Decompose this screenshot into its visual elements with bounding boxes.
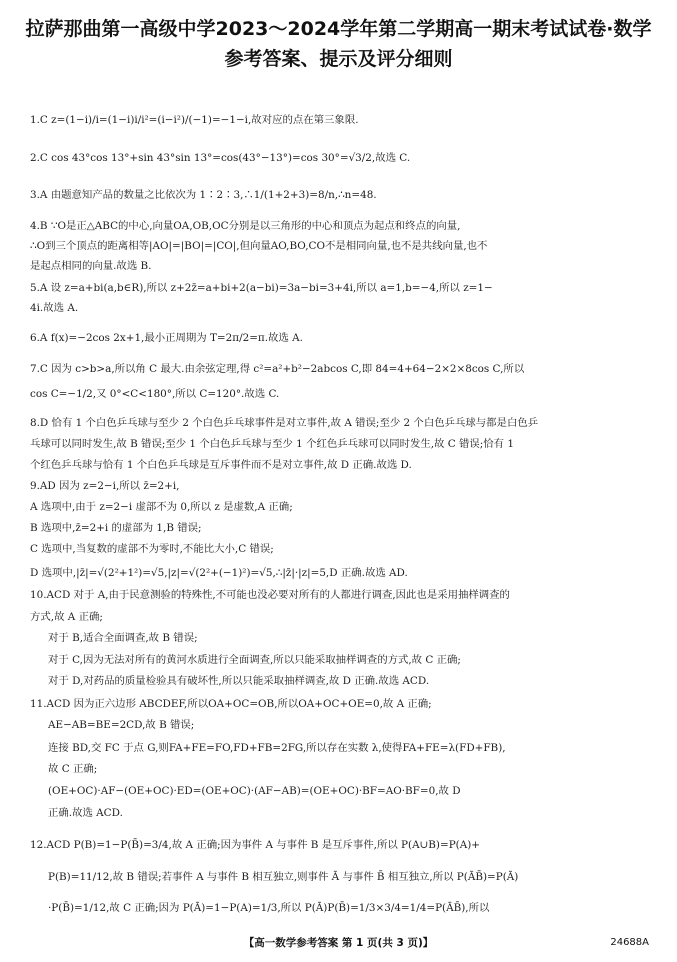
answer-line: 12.ACD P(B)=1−P(B̄)=3/4,故 A 正确;因为事件 A 与事件 B 是互斥事件,所以 P(A∪B)=P(A)+ [30,839,481,851]
answer-line: C 选项中,当复数的虚部不为零时,不能比大小,C 错误; [30,543,274,555]
answer-line: 个红色乒乓球与恰有 1 个白色乒乓球是互斥事件而不是对立事件,故 D 正确.故选 D. [30,459,412,471]
footer-page-info: 【高一数学参考答案 第 1 页(共 3 页)】 [243,937,434,949]
answer-line: 连接 BD,交 FC 于点 G,则FA+FE=FO,FD+FB=2FG,所以存在实数 λ,使得FA+FE=λ(FD+FB), [48,742,506,754]
answer-line: B 选项中,z̄=2+i 的虚部为 1,B 错误; [30,522,202,534]
document-title: 拉萨那曲第一高级中学2023～2024学年第二学期高一期末考试试卷·数学 [25,18,652,40]
answer-line: 1.C z=(1−i)/i=(1−i)i/i²=(i−i²)/(−1)=−1−i,故对应的点在第三象限. [30,114,359,126]
answer-line: 方式,故 A 正确; [30,611,103,623]
answer-line: A 选项中,由于 z=2−i 虚部不为 0,所以 z 是虚数,A 正确; [30,501,293,513]
answer-line: 3.A 由题意知产品的数量之比依次为 1∶2∶3,∴1/(1+2+3)=8/n,∴n=48. [30,189,377,201]
answer-line: D 选项中,|z̄|=√(2²+1²)=√5,|z|=√(2²+(−1)²)=√5,∴|z̄|·|z|=5,D 正确.故选 AD. [30,567,408,579]
answer-line: ·P(B̄)=1/12,故 C 正确;因为 P(Ā)=1−P(A)=1/3,所以 P(Ā)P(B̄)=1/3×3/4=1/4=P(ĀB̄),所以 [48,902,490,914]
answer-line: 9.AD 因为 z=2−i,所以 z̄=2+i, [30,480,180,492]
answer-line: 4.B ∵O是正△ABC的中心,向量OA,OB,OC分别是以三角形的中心和顶点为起点和终点的向量, [30,220,461,232]
answer-line: 故 C 正确; [48,763,98,775]
answer-line: 对于 C,因为无法对所有的黄河水质进行全面调查,所以只能采取抽样调查的方式,故 C 正确; [48,654,461,666]
answer-line: ∴O到三个顶点的距离相等|AO|=|BO|=|CO|,但向量AO,BO,CO不是相同向量,也不是共线向量,也不 [30,240,488,252]
answer-line: 2.C cos 43°cos 13°+sin 43°sin 13°=cos(43°−13°)=cos 30°=√3/2,故选 C. [30,152,411,164]
answer-line: P(B)=11/12,故 B 错误;若事件 A 与事件 B 相互独立,则事件 Ā 与事件 B̄ 相互独立,所以 P(ĀB̄)=P(Ā) [48,871,519,883]
answer-line: 对于 B,适合全面调查,故 B 错误; [48,632,198,644]
answer-line: cos C=−1/2,又 0°<C<180°,所以 C=120°.故选 C. [30,388,280,400]
answer-line: 8.D 恰有 1 个白色乒乓球与至少 2 个白色乒乓球事件是对立事件,故 A 错误;至少 2 个白色乒乓球与都是白色乒 [30,417,539,429]
answer-line: 乓球可以同时发生,故 B 错误;至少 1 个白色乒乓球与至少 1 个红色乒乓球可以同时发生,故 C 错误;恰有 1 [30,438,514,450]
answer-line: 5.A 设 z=a+bi(a,b∈R),所以 z+2z̄=a+bi+2(a−bi)=3a−bi=3+4i,所以 a=1,b=−4,所以 z=1− [30,282,493,294]
answer-line: 是起点相同的向量.故选 B. [30,260,152,272]
answer-line: 4i.故选 A. [30,302,79,314]
answer-line: 对于 D,对药品的质量检验具有破坏性,所以只能采取抽样调查,故 D 正确.故选 ACD. [48,675,430,687]
answer-line: (OE+OC)·AF−(OE+OC)·ED=(OE+OC)·(AF−AB)=(OE+OC)·BF=AO·BF=0,故 D [48,785,461,797]
document-subtitle: 参考答案、提示及评分细则 [224,48,453,70]
answer-line: 11.ACD 因为正六边形 ABCDEF,所以OA+OC=OB,所以OA+OC+OE=0,故 A 正确; [30,698,432,710]
footer-code: 24688A [610,937,649,948]
answer-line: 10.ACD 对于 A,由于民意测验的特殊性,不可能也没必要对所有的人都进行调查,因此也是采用抽样调查的 [30,589,510,601]
answer-line: 7.C 因为 c>b>a,所以角 C 最大.由余弦定理,得 c²=a²+b²−2abcos C,即 84=4+64−2×2×8cos C,所以 [30,363,525,375]
answer-line: 6.A f(x)=−2cos 2x+1,最小正周期为 T=2π/2=π.故选 A. [30,332,303,344]
answer-line: 正确.故选 ACD. [48,807,123,819]
answer-line: AE−AB=BE=2CD,故 B 错误; [48,719,195,731]
